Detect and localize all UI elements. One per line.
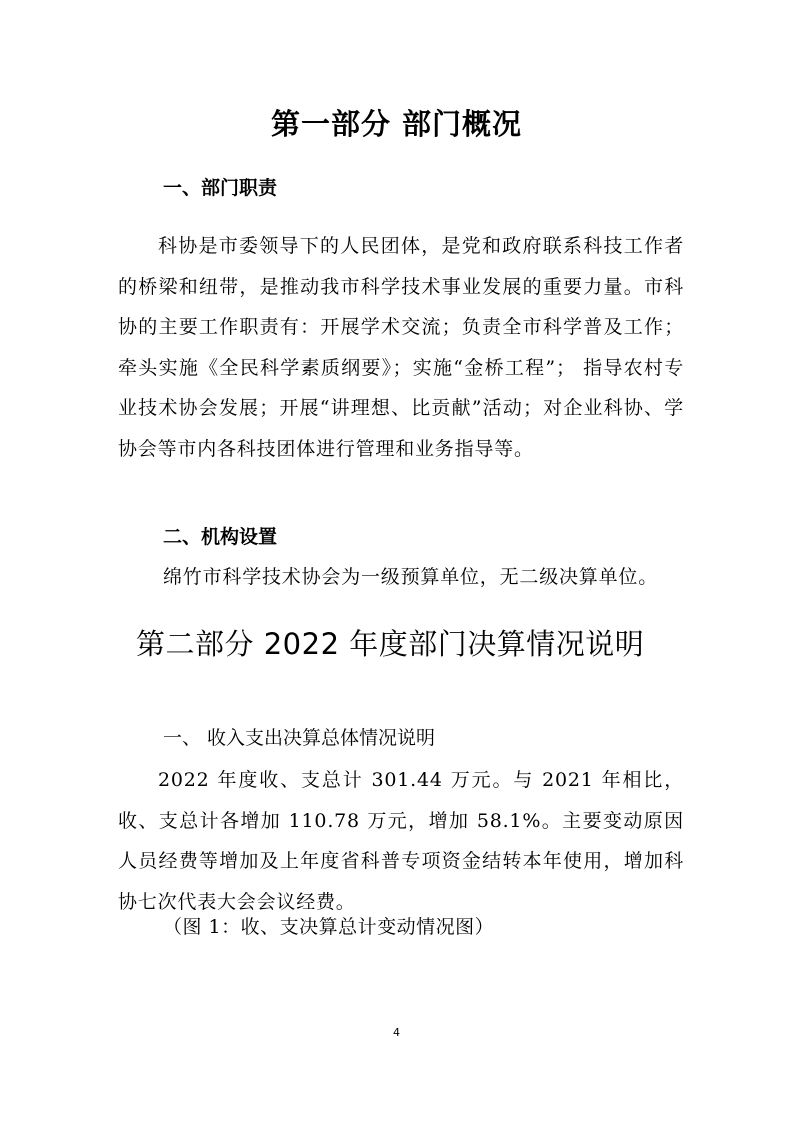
part2-section1-body: 2022 年度收、支总计 301.44 万元。与 2021 年相比，收、支总计各增加 110.78 万元，增加 58.1%。主要变动原因人员经费等增加及上年度省科普专项资金结转本年使用，增加科协七次代表大会会议经费。 (118, 769, 684, 913)
figure-caption: （图 1：收、支决算总计变动情况图） (163, 916, 495, 938)
part1-title: 第一部分 部门概况 (270, 107, 523, 141)
part2-section1-heading: 一、 收入支出决算总体情况说明 (163, 727, 436, 749)
page-number: 4 (393, 1026, 400, 1039)
part1-section1-heading: 一、部门职责 (163, 177, 278, 199)
part2-title: 第二部分 2022 年度部门决算情况说明 (136, 627, 645, 661)
part1-section2-heading: 二、机构设置 (163, 526, 278, 548)
part1-section2-body: 绵竹市科学技术协会为一级预算单位，无二级决算单位。 (163, 566, 659, 588)
part1-section1-body: 科协是市委领导下的人民团体，是党和政府联系科技工作者的桥梁和纽带，是推动我市科学技术事业发展的重要力量。市科协的主要工作职责有：开展学术交流；负责全市科学普及工作；牵头实施《全民科学素质纲要》；实施“金桥工程”； 指导农村专业技术协会发展；开展“讲理想、比贡献”活动；对企业科协、学协会等市内各科技团体进行管理和业务指导等。 (118, 235, 684, 460)
